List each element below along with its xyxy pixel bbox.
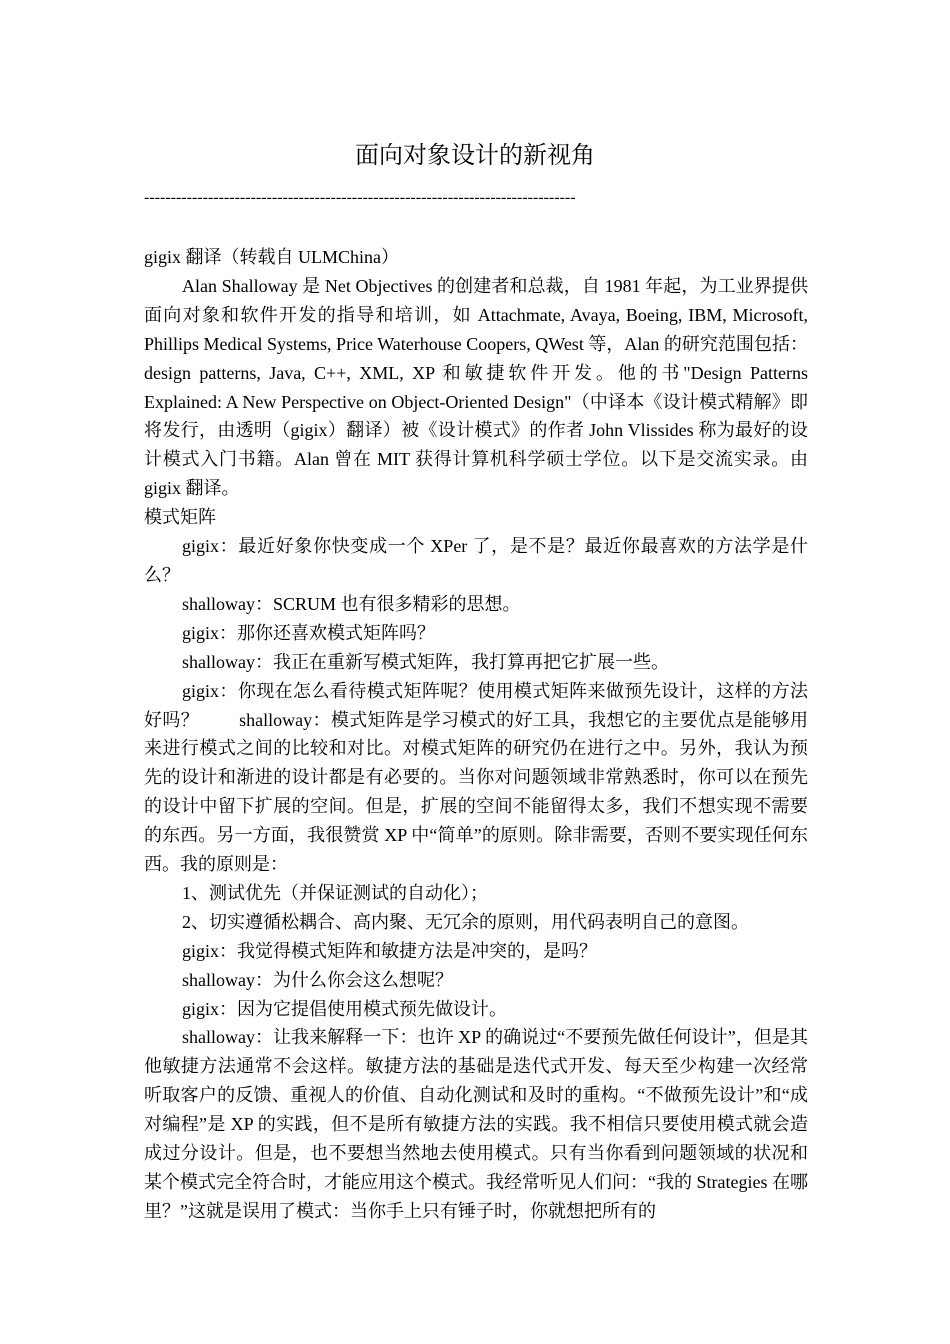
dialogue-question-5: gigix：因为它提倡使用模式预先做设计。 xyxy=(182,998,508,1019)
dialogue-answer-5: shalloway：让我来解释一下：也许 XP 的确说过“不要预先做任何设计”，但是其他敏捷方法通常不会这样。敏捷方法的基础是迭代式开发、每天至少构建一次经常听取客户的反馈、重视人的价值、自动化测试和及时的重构。“不做预先设计”和“成对编程”是 XP 的实践，但不是所有敏捷方法的实践。我不相信只要使用模式就会造成过分设计。但是，也不要想当然地去使用模式。只有当你看到问题领域的状况和某个模式完全符合时，才能应用这个模式。我经常听见人们问：“我的 Strategies 在哪里？”这就是误用了模式：当你手上只有锤子时，你就想把所有的 xyxy=(144,1027,808,1221)
article-body xyxy=(144,243,808,1226)
section-heading: 模式矩阵 xyxy=(144,507,216,528)
page-title: 面向对象设计的新视角 xyxy=(355,141,595,169)
dialogue-answer-3: shalloway：模式矩阵是学习模式的好工具，我想它的主要优点是能够用来进行模式之间的比较和对比。对模式矩阵的研究仍在进行之中。另外，我认为预先的设计和渐进的设计都是有必要的。当你对问题领域非常熟悉时，你可以在预先的设计中留下扩展的空间。但是，扩展的空间不能留得太多，我们不想实现不需要的东西。另一方面，我很赞赏 XP 中“简单”的原则。除非需要，否则不要实现任何东西。我的原则是： xyxy=(144,709,809,875)
principle-item-2: 2、切实遵循松耦合、高内聚、无冗余的原则，用代码表明自己的意图。 xyxy=(182,911,749,932)
principle-item-1: 1、测试优先（并保证测试的自动化）； xyxy=(182,882,488,903)
dialogue-answer-1: shalloway：SCRUM 也有很多精彩的思想。 xyxy=(182,593,521,614)
dialogue-answer-4: shalloway：为什么你会这么想呢？ xyxy=(182,969,453,990)
dialogue-exchange-3 xyxy=(144,677,808,879)
dialogue-question-3: gigix：你现在怎么看待模式矩阵呢？使用模式矩阵来做预先设计，这样的方法好吗？ xyxy=(144,680,808,730)
byline: gigix 翻译（转载自 ULMChina） xyxy=(144,247,399,267)
intro-paragraph: Alan Shalloway 是 Net Objectives 的创建者和总裁，自 1981 年起，为工业界提供面向对象和软件开发的指导和培训，如 Attachmate, Avaya, Boeing, IBM, Microsoft, Phillips Medical Systems, Price Waterhouse Coopers, QWest 等，Alan 的研究范围包括：design patterns, Java, C++, XML, XP 和敏捷软件开发。他的书"Design Patterns Explained: A New Perspective on Object-Oriented Design"（中译本《设计模式精解》即将发行，由透明（gigix）翻译）被《设计模式》的作者 John Vlissides 称为最好的设计模式入门书籍。Alan 曾在 MIT 获得计算机科学硕士学位。以下是交流实录。由 gigix 翻译。 xyxy=(144,275,808,499)
dialogue-question-2: gigix：那你还喜欢模式矩阵吗？ xyxy=(182,622,436,643)
divider-line: --------------------------------------------------------------------------------- xyxy=(144,189,576,206)
dialogue-question-1: gigix：最近好象你快变成一个 XPer 了，是不是？最近你最喜欢的方法学是什么？ xyxy=(144,536,808,585)
dialogue-answer-2: shalloway：我正在重新写模式矩阵，我打算再把它扩展一些。 xyxy=(182,651,669,672)
dialogue-question-4: gigix：我觉得模式矩阵和敏捷方法是冲突的，是吗？ xyxy=(182,940,597,961)
